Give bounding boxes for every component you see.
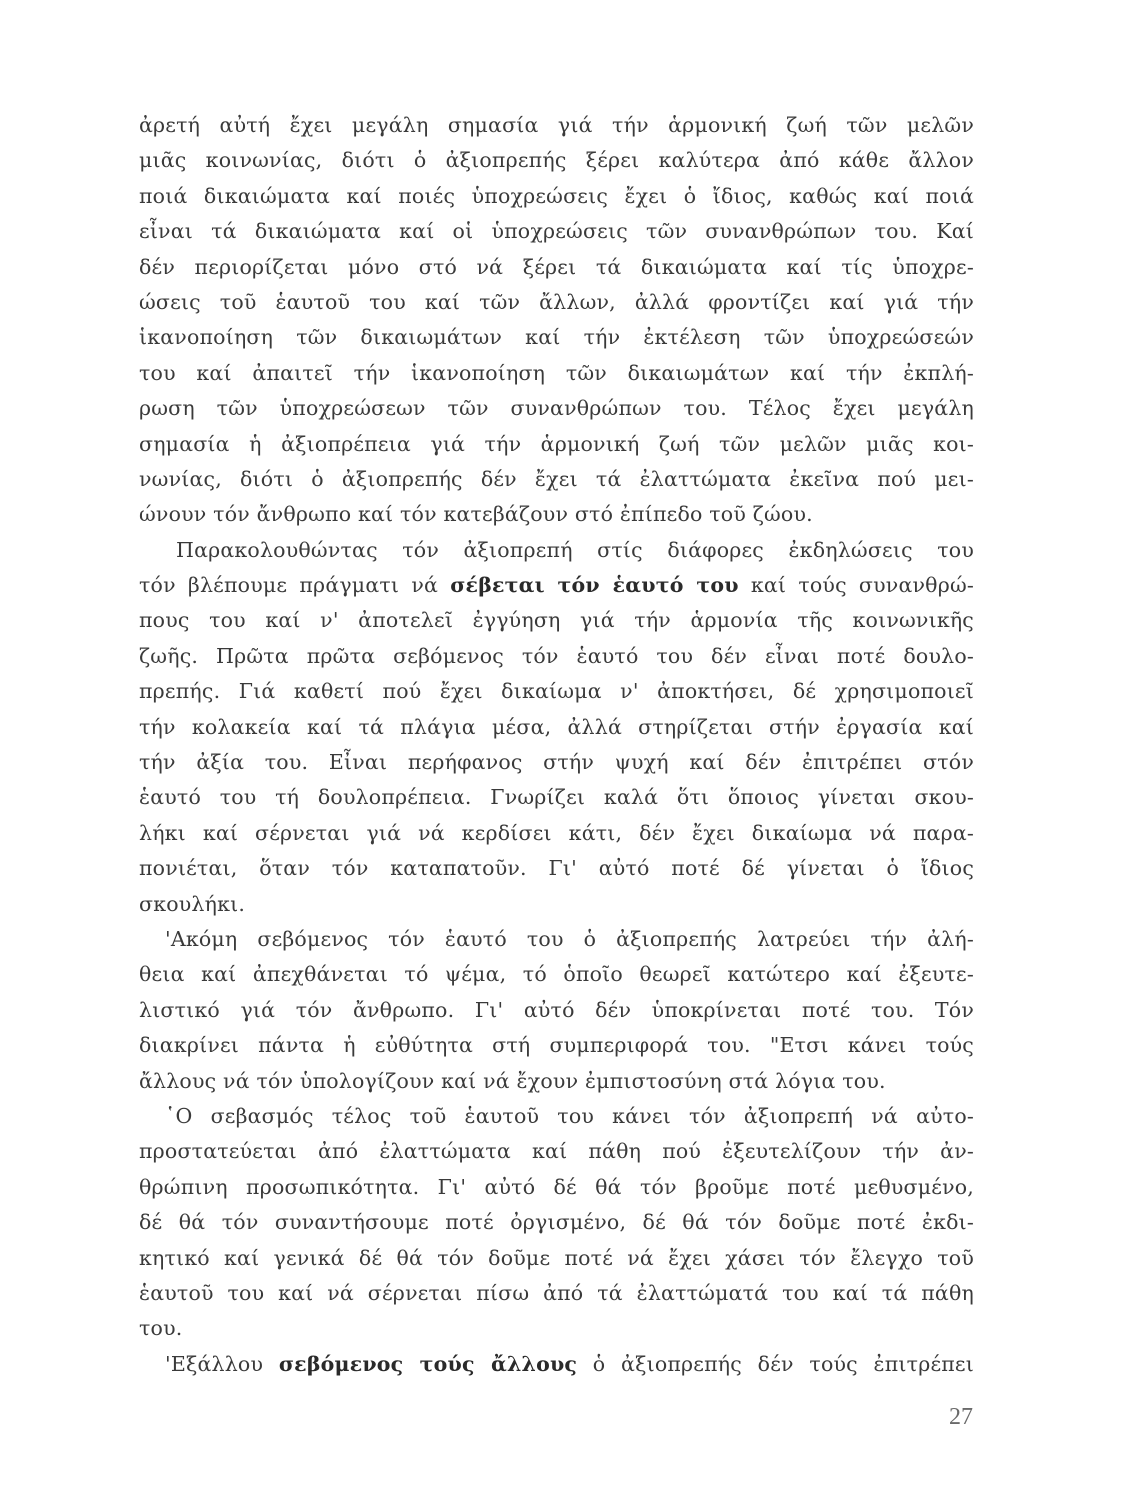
paragraph-1 [139,108,974,533]
text-line: του καί ἀπαιτεῖ τήν ἱκανοποίηση τῶν δικαιωμάτων καί τήν ἐκπλή- [139,360,974,385]
text-line: κητικό καί γενικά δέ θά τόν δοῦμε ποτέ νά ἔχει χάσει τόν ἔλεγχο τοῦ [139,1245,974,1270]
text-line: διακρίνει πάντα ἡ εὐθύτητα στή συμπεριφορά του. "Ετσι κάνει τούς [139,1033,974,1058]
text-line: λιστικό γιά τόν ἄνθρωπο. Γι' αὐτό δέν ὑποκρίνεται ποτέ του. Τόν [139,997,974,1022]
text-line: ώσεις τοῦ ἑαυτοῦ του καί τῶν ἄλλων, ἀλλά φροντίζει καί γιά τήν [139,289,974,314]
text-line: ζωῆς. Πρῶτα πρῶτα σεβόμενος τόν ἑαυτό του δέν εἶναι ποτέ δουλο- [139,643,974,668]
text-line: σκουλήκι. [139,891,246,916]
text-line: τήν ἀξία του. Εἶναι περήφανος στήν ψυχή καί δέν ἐπιτρέπει στόν [139,750,974,775]
text-line: τήν κολακεία καί τά πλάγια μέσα, ἀλλά στηρίζεται στήν ἐργασία καί [139,714,974,739]
text-line: ἑαυτοῦ του καί νά σέρνεται πίσω ἀπό τά ἐλαττώματά του καί τά πάθη [139,1280,974,1305]
paragraph-2 [139,533,974,922]
text-line: ἄλλους νά τόν ὑπολογίζουν καί νά ἔχουν ἐμπιστοσύνη στά λόγια του. [139,1068,886,1093]
emphasis-text: σέβεται τόν ἑαυτό του [450,573,739,598]
text-line: ῾Ο σεβασμός τέλος τοῦ ἑαυτοῦ του κάνει τόν ἀξιοπρεπή νά αὐτο- [165,1103,974,1128]
text-line: ἑαυτό του τή δουλοπρέπεια. Γνωρίζει καλά ὅτι ὅποιος γίνεται σκου- [139,785,974,810]
text-run: 'Εξάλλου [165,1351,279,1376]
paragraph-3 [139,922,974,1099]
text-line: πους του καί ν' ἀποτελεῖ ἐγγύηση γιά τήν ἁρμονία τῆς κοινωνικῆς [139,608,974,633]
text-line: Παρακολουθώντας τόν ἀξιοπρεπή στίς διάφορες ἐκδηλώσεις του [176,537,974,562]
text-line: ἱκανοποίηση τῶν δικαιωμάτων καί τήν ἐκτέλεση τῶν ὑποχρεώσεών [139,325,974,350]
text-line: ποιά δικαιώματα καί ποιές ὑποχρεώσεις ἔχει ὁ ἴδιος, καθώς καί ποιά [139,183,974,208]
text-line: ώνουν τόν ἄνθρωπο καί τόν κατεβάζουν στό ἐπίπεδο τοῦ ζώου. [139,502,813,527]
text-line: σημασία ἡ ἀξιοπρέπεια γιά τήν ἁρμονική ζωή τῶν μελῶν μιᾶς κοι- [139,431,974,456]
text-line: νωνίας, διότι ὁ ἀξιοπρεπής δέν ἔχει τά ἐλαττώματα ἐκεῖνα πού μει- [139,466,974,491]
paragraph-4 [139,1099,974,1347]
body-text [139,108,974,1382]
text-line: δέ θά τόν συναντήσουμε ποτέ ὀργισμένο, δέ θά τόν δοῦμε ποτέ ἐκδι- [139,1210,974,1235]
text-line-with-emphasis [139,568,974,603]
page-number: 27 [949,1404,973,1430]
text-line: μιᾶς κοινωνίας, διότι ὁ ἀξιοπρεπής ξέρει καλύτερα ἀπό κάθε ἄλλον [139,148,974,173]
text-line: ρωση τῶν ὑποχρεώσεων τῶν συνανθρώπων του. Τέλος ἔχει μεγάλη [139,396,974,421]
text-line: πονιέται, ὅταν τόν καταπατοῦν. Γι' αὐτό ποτέ δέ γίνεται ὁ ἴδιος [139,856,974,881]
text-line: του. [139,1316,183,1341]
text-line: πρεπής. Γιά καθετί πού ἔχει δικαίωμα ν' ἀποκτήσει, δέ χρησιμοποιεῖ [139,679,974,704]
text-line: ἀρετή αὐτή ἔχει μεγάλη σημασία γιά τήν ἁρμονική ζωή τῶν μελῶν [139,113,974,137]
emphasis-text: σεβόμενος τούς ἄλλους [278,1351,578,1376]
text-line: δέν περιορίζεται μόνο στό νά ξέρει τά δικαιώματα καί τίς ὑποχρε- [139,254,974,279]
text-run: τόν βλέπουμε πράγματι νά [139,573,451,598]
paragraph-5 [139,1347,974,1382]
text-line: 'Ακόμη σεβόμενος τόν ἑαυτό του ὁ ἀξιοπρεπής λατρεύει τήν ἀλή- [165,926,974,951]
text-line-with-emphasis [139,1347,974,1382]
text-line: εἶναι τά δικαιώματα καί οἱ ὑποχρεώσεις τῶν συνανθρώπων του. Καί [139,219,974,244]
text-run: ὁ ἀξιοπρεπής δέν τούς ἐπιτρέπει [577,1351,974,1376]
text-line: θεια καί ἀπεχθάνεται τό ψέμα, τό ὁποῖο θεωρεῖ κατώτερο καί ἐξευτε- [139,962,974,987]
text-line: λήκι καί σέρνεται γιά νά κερδίσει κάτι, δέν ἔχει δικαίωμα νά παρα- [139,820,974,845]
text-line: θρώπινη προσωπικότητα. Γι' αὐτό δέ θά τόν βροῦμε ποτέ μεθυσμένο, [139,1174,974,1199]
text-line: προστατεύεται ἀπό ἐλαττώματα καί πάθη πού ἐξευτελίζουν τήν ἀν- [139,1139,974,1164]
text-run: καί τούς συνανθρώ- [738,573,974,598]
